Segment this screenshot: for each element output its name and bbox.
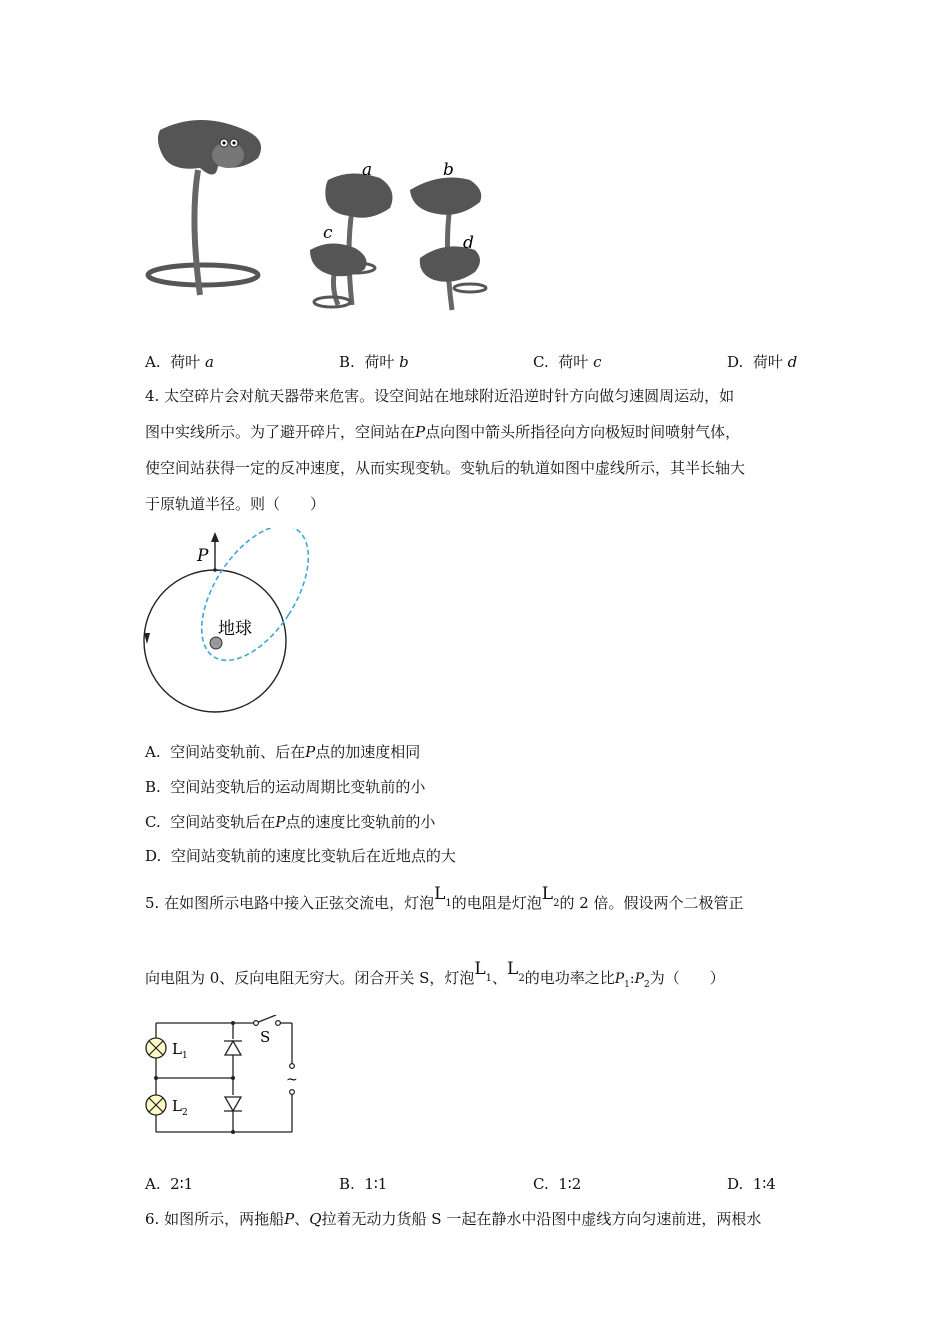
lamp-l2-label: $L_2$ [172,1097,188,1118]
lotus-label-d: d [463,233,474,253]
switch-label: S [260,1028,271,1046]
diode-1 [224,1041,242,1055]
q4-option-a: A. 空间站变轨前、后在P点的加速度相同 [145,743,421,761]
lotus-label-b: b [443,160,454,180]
q4-option-b: B. 空间站变轨后的运动周期比变轨前的小 [145,778,426,796]
lotus-d [420,246,486,292]
lotus-label-a: a [362,160,373,180]
q4-option-d: D. 空间站变轨前的速度比变轨后在近地点的大 [145,847,456,865]
q3-option-d: D. 荷叶 d [727,353,798,371]
q5-stem-line-2: 向电阻为 0、反向电阻无穷大。闭合开关 S，灯泡$L_1$、$L_2$的电功率之比$P_1:P_2$为（ ） [145,959,725,990]
lotus-c [310,243,375,307]
orbit-direction-arrow [144,633,150,644]
q4-stem-line-1: 4. 太空碎片会对航天器带来危害。设空间站在地球附近沿逆时针方向做匀速圆周运动，如 [145,387,735,405]
q3-option-b: B. 荷叶 b [339,353,409,371]
point-p-label: P [197,546,209,566]
lamp-l2 [146,1095,166,1115]
lotus-figure [140,110,520,315]
circuit-figure [140,1015,310,1140]
q5-option-c: C. 1∶2 [533,1175,582,1193]
ac-source-symbol: ~ [286,1072,298,1088]
earth-label: 地球 [218,619,252,639]
q5-option-b: B. 1∶1 [339,1175,388,1193]
diode-2 [224,1097,242,1111]
q5-stem-line-1: 5. 在如图所示电路中接入正弦交流电，灯泡$L_1$的电阻是灯泡$L_2$的 2 倍。假设两个二极管正 [145,884,744,912]
radial-arrowhead [211,532,219,542]
large-lotus-with-frog [148,120,261,295]
lamp-l1-label: $L_1$ [172,1040,188,1061]
q4-stem-line-4: 于原轨道半径。则（ ） [145,495,326,513]
q3-option-a: A. 荷叶 a [145,353,214,371]
lamp-l1 [146,1038,166,1058]
orbit-figure [140,528,320,723]
q6-stem-line-1: 6. 如图所示，两拖船P、Q拉着无动力货船 S 一起在静水中沿图中虚线方向匀速前进，两根水 [145,1210,762,1228]
lotus-label-c: c [323,223,333,243]
point-p [213,568,217,572]
q4-stem-line-3: 使空间站获得一定的反冲速度，从而实现变轨。变轨后的轨道如图中虚线所示，其半长轴大 [145,459,746,477]
q4-option-c: C. 空间站变轨后在P点的速度比变轨前的小 [145,813,436,831]
q5-option-a: A. 2∶1 [145,1175,194,1193]
q5-option-d: D. 1∶4 [727,1175,776,1193]
q3-option-c: C. 荷叶 c [533,353,602,371]
q4-stem-line-2: 图中实线所示。为了避开碎片，空间站在P点向图中箭头所指径向方向极短时间喷射气体， [145,423,741,441]
